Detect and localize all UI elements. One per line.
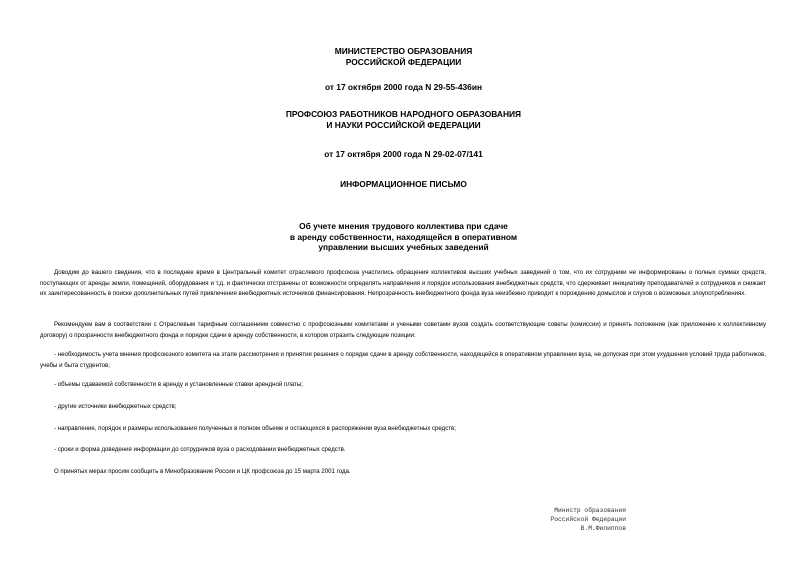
signature-block — [426, 506, 626, 533]
union-line1: ПРОФСОЮЗ РАБОТНИКОВ НАРОДНОГО ОБРАЗОВАНИЯ — [285, 109, 522, 119]
signature-line2: Российской Федерации — [550, 516, 626, 523]
union-heading — [0, 109, 807, 130]
list-item-4 — [40, 424, 766, 435]
body-paragraph-1 — [40, 268, 766, 300]
paragraph-text: Рекомендуем вам в соответствии с Отраслевым тарифным соглашением совместно с профсоюзными комитетами и учеными советами вузов создать соответствующие советы (комиссии) и принять положение (как приложение к коллективному договору) о прозрачности внебюджетного фонда и порядке сдачи в аренду собственности, в котором отразить следующие позиции: — [40, 321, 766, 339]
list-item-text: - сроки и форма доведения информации до сотрудников вуза о расходовании внебюджетных средств. — [54, 446, 346, 453]
list-item-text: - другие источники внебюджетных средств; — [54, 403, 177, 410]
subject-line3: управлении высших учебных заведений — [318, 242, 489, 252]
paragraph-text: О принятых мерах просим сообщить в Минобразование России и ЦК профсоюза до 15 марта 2001 года. — [54, 468, 351, 475]
signature-line1: Министр образования — [554, 507, 626, 514]
body-paragraph-2 — [40, 320, 766, 341]
list-item-text: - направление, порядок и размеры использования полученных в полном объеме и остающихся в распоряжении вуза внебюджетных средств; — [54, 425, 456, 432]
ministry-line1: МИНИСТЕРСТВО ОБРАЗОВАНИЯ — [334, 46, 473, 56]
list-item-text: - необходимость учета мнения профсоюзного комитета на этапе рассмотрения и принятия решения о порядке сдачи в аренду собственности, находящейся в оперативном управлении вуза, не допуская при этом ухудшения условий труда работников, учебы и быта студентов; — [40, 351, 766, 369]
subject-line2: в аренду собственности, находящейся в оперативном — [289, 231, 518, 242]
ministry-line2: РОССИЙСКОЙ ФЕДЕРАЦИИ — [345, 56, 462, 67]
list-item-2 — [40, 380, 766, 391]
union-line2: И НАУКИ РОССИЙСКОЙ ФЕДЕРАЦИИ — [326, 119, 481, 130]
list-item-5 — [40, 445, 766, 456]
subject-line1: Об учете мнения трудового коллектива при сдаче — [299, 221, 508, 231]
closing-paragraph — [40, 467, 766, 478]
signature-name: В.М.Филиппов — [580, 525, 626, 532]
ministry-date: от 17 октября 2000 года N 29-55-436ин — [324, 82, 483, 92]
paragraph-text: Доводим до вашего сведения, что в последнее время в Центральный комитет отраслевого профсоюза участились обращения коллективов высших учебных заведений о том, что их сотрудники не информированы о полных суммах средств, поступающих от аренды земли, помещений, оборудования и т.д. и фактически отстранены от возможности определять направления и порядок использования внебюджетных средств, что сдерживает инициативу преподавателей и сотрудников и снижает их заинтересованность в поиске дополнительных путей привлечения внебюджетных источников финансирования. Непрозрачность внебюджетного фонда вуза неизбежно приводит к порождению домыслов и слухов о возможных злоупотреблениях. — [40, 269, 766, 298]
list-item-3 — [40, 402, 766, 413]
list-item-1 — [40, 350, 766, 371]
document-subject — [0, 221, 807, 253]
list-item-text: - объемы сдаваемой собственности в аренду и установленные ставки арендной платы; — [54, 381, 303, 388]
document-type: ИНФОРМАЦИОННОЕ ПИСЬМО — [340, 179, 467, 189]
ministry-heading — [0, 46, 807, 67]
union-date: от 17 октября 2000 года N 29-02-07/141 — [324, 149, 483, 159]
